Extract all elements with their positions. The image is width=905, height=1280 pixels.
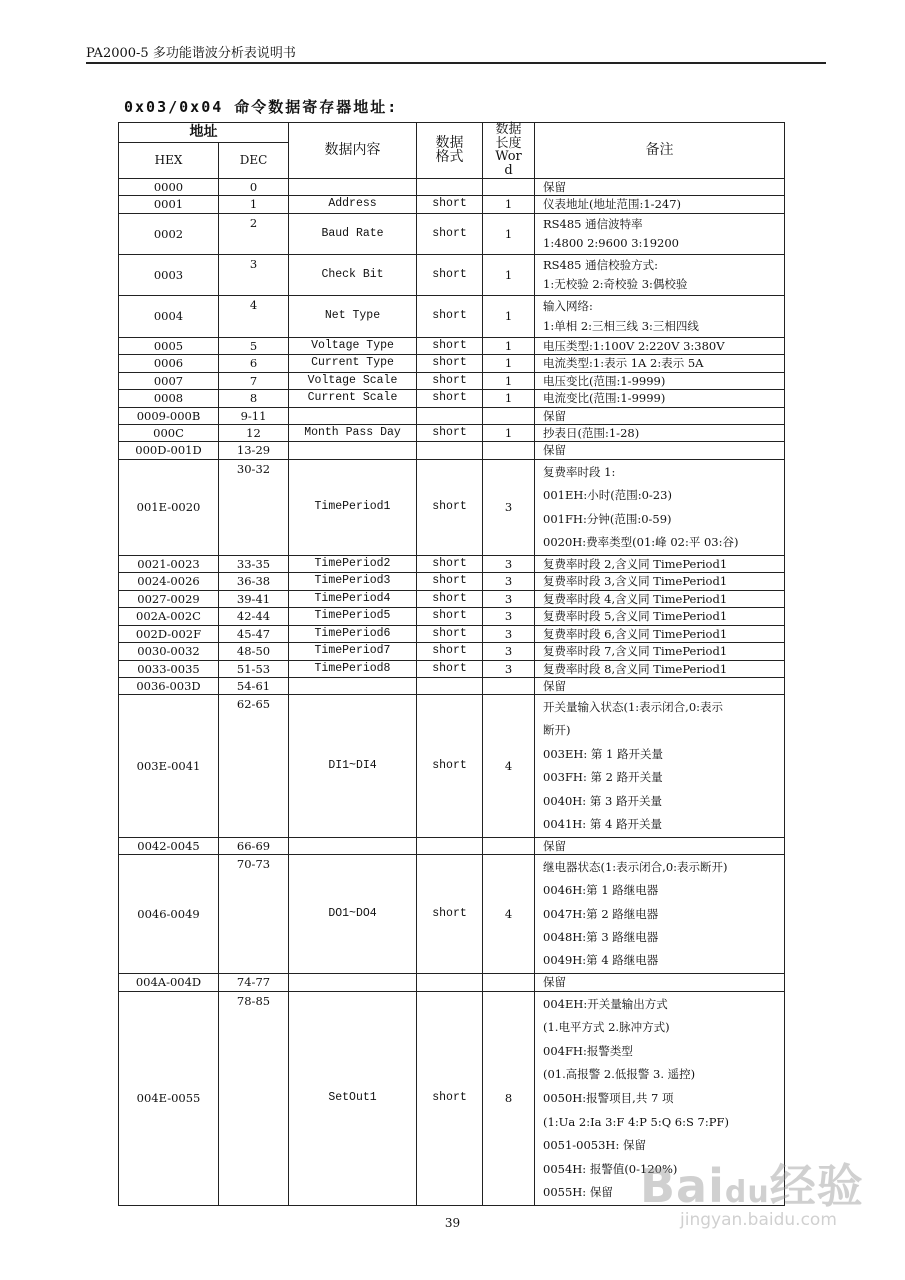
cell-notes bbox=[535, 854, 785, 973]
header-dec: DEC bbox=[219, 142, 289, 178]
table-row bbox=[119, 295, 785, 337]
note-line: 0041H: 第 4 路开关量 bbox=[543, 817, 662, 832]
cell-content: TimePeriod3 bbox=[289, 572, 417, 590]
table-row bbox=[119, 178, 785, 195]
cell-length: 1 bbox=[483, 424, 535, 441]
cell-hex: 004E-0055 bbox=[119, 991, 219, 1205]
table-row bbox=[119, 660, 785, 677]
cell-notes bbox=[535, 607, 785, 625]
table-row bbox=[119, 642, 785, 660]
cell-notes bbox=[535, 555, 785, 572]
note-line: 0048H:第 3 路继电器 bbox=[543, 929, 659, 944]
header-format-label: 数据格式 bbox=[435, 134, 464, 166]
note-line: 001FH:分钟(范围:0-59) bbox=[543, 511, 672, 526]
cell-content: SetOut1 bbox=[289, 991, 417, 1205]
cell-notes bbox=[535, 677, 785, 694]
note-line: 复费率时段 2,含义同 TimePeriod1 bbox=[543, 556, 728, 571]
cell-format: short bbox=[417, 389, 483, 407]
cell-content: TimePeriod1 bbox=[289, 459, 417, 555]
cell-notes bbox=[535, 254, 785, 295]
cell-length: 4 bbox=[483, 854, 535, 973]
cell-content: TimePeriod2 bbox=[289, 555, 417, 572]
note-line: 003FH: 第 2 路开关量 bbox=[543, 770, 663, 785]
note-line: 1:无校验 2:奇校验 3:偶校验 bbox=[543, 277, 688, 292]
cell-hex: 000C bbox=[119, 424, 219, 441]
cell-content bbox=[289, 441, 417, 459]
cell-dec: 3 bbox=[219, 254, 289, 295]
cell-content: Voltage Type bbox=[289, 337, 417, 354]
cell-content: TimePeriod4 bbox=[289, 590, 417, 607]
cell-content: Voltage Scale bbox=[289, 372, 417, 389]
cell-format: short bbox=[417, 642, 483, 660]
cell-length: 1 bbox=[483, 372, 535, 389]
table-row bbox=[119, 254, 785, 295]
cell-length: 3 bbox=[483, 590, 535, 607]
cell-notes bbox=[535, 694, 785, 837]
note-line: 抄表日(范围:1-28) bbox=[543, 425, 640, 440]
cell-length: 3 bbox=[483, 459, 535, 555]
note-line: 复费率时段 5,含义同 TimePeriod1 bbox=[543, 609, 728, 624]
note-line: 开关量输入状态(1:表示闭合,0:表示 bbox=[543, 699, 724, 714]
cell-format: short bbox=[417, 213, 483, 254]
cell-dec: 30-32 bbox=[219, 459, 289, 555]
cell-format: short bbox=[417, 337, 483, 354]
cell-hex: 0046-0049 bbox=[119, 854, 219, 973]
note-line: 0049H:第 4 路继电器 bbox=[543, 953, 659, 968]
table-body bbox=[119, 178, 785, 1205]
cell-content: Month Pass Day bbox=[289, 424, 417, 441]
cell-dec: 74-77 bbox=[219, 973, 289, 991]
cell-hex: 003E-0041 bbox=[119, 694, 219, 837]
cell-dec: 42-44 bbox=[219, 607, 289, 625]
note-line: 电压变比(范围:1-9999) bbox=[543, 373, 666, 388]
cell-length: 1 bbox=[483, 389, 535, 407]
cell-notes bbox=[535, 590, 785, 607]
cell-format: short bbox=[417, 254, 483, 295]
cell-length bbox=[483, 407, 535, 424]
cell-format: short bbox=[417, 590, 483, 607]
cell-format: short bbox=[417, 354, 483, 372]
cell-length: 3 bbox=[483, 642, 535, 660]
cell-dec: 0 bbox=[219, 178, 289, 195]
note-line: 003EH: 第 1 路开关量 bbox=[543, 746, 664, 761]
note-line: 保留 bbox=[543, 408, 566, 423]
cell-format: short bbox=[417, 424, 483, 441]
page-number: 39 bbox=[444, 1216, 461, 1230]
cell-length: 1 bbox=[483, 195, 535, 213]
cell-notes bbox=[535, 642, 785, 660]
cell-dec: 48-50 bbox=[219, 642, 289, 660]
cell-notes bbox=[535, 441, 785, 459]
cell-hex: 0042-0045 bbox=[119, 837, 219, 854]
cell-length: 1 bbox=[483, 337, 535, 354]
cell-hex: 0000 bbox=[119, 178, 219, 195]
table-row bbox=[119, 572, 785, 590]
cell-content: TimePeriod5 bbox=[289, 607, 417, 625]
note-line: 0050H:报警项目,共 7 项 bbox=[543, 1090, 674, 1105]
cell-length: 3 bbox=[483, 555, 535, 572]
note-line: 0047H:第 2 路继电器 bbox=[543, 906, 659, 921]
note-line: 004EH:开关量输出方式 bbox=[543, 996, 668, 1011]
table-row bbox=[119, 854, 785, 973]
cell-dec: 36-38 bbox=[219, 572, 289, 590]
cell-dec: 33-35 bbox=[219, 555, 289, 572]
note-line: 复费率时段 3,含义同 TimePeriod1 bbox=[543, 574, 728, 589]
note-line: 0046H:第 1 路继电器 bbox=[543, 883, 659, 898]
cell-hex: 0007 bbox=[119, 372, 219, 389]
cell-notes bbox=[535, 337, 785, 354]
header-format bbox=[417, 123, 483, 179]
header-length bbox=[483, 123, 535, 179]
cell-notes bbox=[535, 389, 785, 407]
cell-notes bbox=[535, 973, 785, 991]
cell-format bbox=[417, 837, 483, 854]
cell-format: short bbox=[417, 625, 483, 642]
cell-hex: 0002 bbox=[119, 213, 219, 254]
note-line: 0040H: 第 3 路开关量 bbox=[543, 793, 662, 808]
note-line: 电流变比(范围:1-9999) bbox=[543, 391, 666, 406]
cell-notes bbox=[535, 424, 785, 441]
note-line: (1:Ua 2:Ia 3:F 4:P 5:Q 6:S 7:PF) bbox=[543, 1114, 729, 1129]
note-line: (1.电平方式 2.脉冲方式) bbox=[543, 1020, 670, 1035]
header-address: 地址 bbox=[119, 123, 289, 143]
cell-notes bbox=[535, 625, 785, 642]
cell-dec: 45-47 bbox=[219, 625, 289, 642]
note-line: 0054H: 报警值(0-120%) bbox=[543, 1161, 678, 1176]
header-rule bbox=[86, 62, 826, 64]
table-row bbox=[119, 837, 785, 854]
note-line: 复费率时段 4,含义同 TimePeriod1 bbox=[543, 591, 728, 606]
cell-dec: 39-41 bbox=[219, 590, 289, 607]
table-row bbox=[119, 372, 785, 389]
cell-dec: 8 bbox=[219, 389, 289, 407]
cell-content: TimePeriod7 bbox=[289, 642, 417, 660]
cell-notes bbox=[535, 354, 785, 372]
cell-notes bbox=[535, 213, 785, 254]
note-line: 保留 bbox=[543, 678, 566, 693]
table-row bbox=[119, 694, 785, 837]
table-row bbox=[119, 625, 785, 642]
note-line: 1:单相 2:三相三线 3:三相四线 bbox=[543, 319, 699, 334]
cell-dec: 66-69 bbox=[219, 837, 289, 854]
cell-length bbox=[483, 677, 535, 694]
table-row bbox=[119, 424, 785, 441]
cell-hex: 002D-002F bbox=[119, 625, 219, 642]
note-line: 0051-0053H: 保留 bbox=[543, 1138, 646, 1153]
cell-notes bbox=[535, 572, 785, 590]
table-row bbox=[119, 195, 785, 213]
cell-dec: 54-61 bbox=[219, 677, 289, 694]
cell-dec: 12 bbox=[219, 424, 289, 441]
cell-format: short bbox=[417, 607, 483, 625]
cell-hex: 0036-003D bbox=[119, 677, 219, 694]
note-line: 保留 bbox=[543, 975, 566, 990]
cell-format bbox=[417, 178, 483, 195]
cell-dec: 7 bbox=[219, 372, 289, 389]
cell-hex: 0009-000B bbox=[119, 407, 219, 424]
cell-content: Net Type bbox=[289, 295, 417, 337]
cell-format: short bbox=[417, 660, 483, 677]
table-row bbox=[119, 555, 785, 572]
cell-hex: 002A-002C bbox=[119, 607, 219, 625]
cell-dec: 2 bbox=[219, 213, 289, 254]
cell-length: 3 bbox=[483, 660, 535, 677]
cell-hex: 0024-0026 bbox=[119, 572, 219, 590]
cell-dec: 13-29 bbox=[219, 441, 289, 459]
cell-dec: 51-53 bbox=[219, 660, 289, 677]
note-line: 0020H:费率类型(01:峰 02:平 03:谷) bbox=[543, 535, 739, 550]
document-header: PA2000-5 多功能谐波分析表说明书 bbox=[86, 46, 296, 61]
cell-format bbox=[417, 407, 483, 424]
cell-content bbox=[289, 973, 417, 991]
note-line: 仪表地址(地址范围:1-247) bbox=[543, 197, 681, 212]
header-hex: HEX bbox=[119, 142, 219, 178]
cell-length: 1 bbox=[483, 254, 535, 295]
baidu-watermark-logo: Baidu经验 jingyan.baidu.com bbox=[640, 1159, 864, 1230]
note-line: 继电器状态(1:表示闭合,0:表示断开) bbox=[543, 859, 728, 874]
cell-hex: 0008 bbox=[119, 389, 219, 407]
cell-content bbox=[289, 178, 417, 195]
table-row bbox=[119, 677, 785, 694]
cell-content: Baud Rate bbox=[289, 213, 417, 254]
cell-hex: 0021-0023 bbox=[119, 555, 219, 572]
cell-content: TimePeriod6 bbox=[289, 625, 417, 642]
register-table bbox=[118, 122, 785, 1206]
note-line: 保留 bbox=[543, 179, 566, 194]
cell-hex: 000D-001D bbox=[119, 441, 219, 459]
table-row bbox=[119, 337, 785, 354]
cell-length bbox=[483, 441, 535, 459]
note-line: 保留 bbox=[543, 838, 566, 853]
cell-hex: 0027-0029 bbox=[119, 590, 219, 607]
note-line: 1:4800 2:9600 3:19200 bbox=[543, 236, 680, 251]
cell-hex: 0003 bbox=[119, 254, 219, 295]
cell-length: 3 bbox=[483, 625, 535, 642]
table-row bbox=[119, 459, 785, 555]
header-content: 数据内容 bbox=[289, 123, 417, 179]
cell-notes bbox=[535, 407, 785, 424]
cell-notes bbox=[535, 178, 785, 195]
cell-dec: 70-73 bbox=[219, 854, 289, 973]
note-line: RS485 通信校验方式: bbox=[543, 257, 659, 272]
cell-dec: 6 bbox=[219, 354, 289, 372]
cell-notes bbox=[535, 295, 785, 337]
table-row bbox=[119, 590, 785, 607]
note-line: 电流类型:1:表示 1A 2:表示 5A bbox=[543, 356, 704, 371]
cell-length bbox=[483, 178, 535, 195]
cell-format: short bbox=[417, 372, 483, 389]
cell-format: short bbox=[417, 854, 483, 973]
cell-content: TimePeriod8 bbox=[289, 660, 417, 677]
header-notes: 备注 bbox=[535, 123, 785, 179]
cell-notes bbox=[535, 459, 785, 555]
cell-hex: 0033-0035 bbox=[119, 660, 219, 677]
note-line: 输入网络: bbox=[543, 299, 593, 314]
cell-format bbox=[417, 973, 483, 991]
note-line: 保留 bbox=[543, 443, 566, 458]
cell-notes bbox=[535, 372, 785, 389]
cell-format: short bbox=[417, 694, 483, 837]
cell-length: 3 bbox=[483, 607, 535, 625]
cell-content bbox=[289, 407, 417, 424]
cell-hex: 0006 bbox=[119, 354, 219, 372]
cell-content: Current Type bbox=[289, 354, 417, 372]
cell-format bbox=[417, 441, 483, 459]
cell-length bbox=[483, 973, 535, 991]
note-line: 004FH:报警类型 bbox=[543, 1043, 633, 1058]
table-row bbox=[119, 441, 785, 459]
table-row bbox=[119, 607, 785, 625]
cell-dec: 78-85 bbox=[219, 991, 289, 1205]
note-line: 复费率时段 1: bbox=[543, 464, 616, 479]
cell-notes bbox=[535, 660, 785, 677]
note-line: 复费率时段 7,含义同 TimePeriod1 bbox=[543, 644, 728, 659]
note-line: 断开) bbox=[543, 723, 571, 738]
cell-hex: 0030-0032 bbox=[119, 642, 219, 660]
cell-hex: 0004 bbox=[119, 295, 219, 337]
cell-content bbox=[289, 677, 417, 694]
cell-content: DI1~DI4 bbox=[289, 694, 417, 837]
cell-notes bbox=[535, 195, 785, 213]
cell-hex: 0005 bbox=[119, 337, 219, 354]
header-length-label: 数据长度Word bbox=[495, 122, 522, 178]
cell-format: short bbox=[417, 295, 483, 337]
table-row bbox=[119, 213, 785, 254]
cell-dec: 5 bbox=[219, 337, 289, 354]
cell-notes bbox=[535, 837, 785, 854]
cell-format: short bbox=[417, 195, 483, 213]
cell-dec: 4 bbox=[219, 295, 289, 337]
cell-length: 1 bbox=[483, 295, 535, 337]
cell-hex: 001E-0020 bbox=[119, 459, 219, 555]
cell-length: 3 bbox=[483, 572, 535, 590]
cell-format: short bbox=[417, 555, 483, 572]
note-line: 复费率时段 8,含义同 TimePeriod1 bbox=[543, 661, 728, 676]
cell-length: 4 bbox=[483, 694, 535, 837]
note-line: 0055H: 保留 bbox=[543, 1185, 613, 1200]
cell-format: short bbox=[417, 459, 483, 555]
cell-dec: 62-65 bbox=[219, 694, 289, 837]
cell-length: 8 bbox=[483, 991, 535, 1205]
table-row bbox=[119, 354, 785, 372]
cell-hex: 004A-004D bbox=[119, 973, 219, 991]
table-row bbox=[119, 389, 785, 407]
cell-format: short bbox=[417, 991, 483, 1205]
cell-content: Check Bit bbox=[289, 254, 417, 295]
note-line: 复费率时段 6,含义同 TimePeriod1 bbox=[543, 626, 728, 641]
table-row bbox=[119, 973, 785, 991]
cell-format bbox=[417, 677, 483, 694]
cell-format: short bbox=[417, 572, 483, 590]
section-title: 0x03/0x04 命令数据寄存器地址: bbox=[124, 98, 399, 116]
cell-hex: 0001 bbox=[119, 195, 219, 213]
note-line: 电压类型:1:100V 2:220V 3:380V bbox=[543, 338, 725, 353]
note-line: RS485 通信波特率 bbox=[543, 216, 643, 231]
cell-content: Address bbox=[289, 195, 417, 213]
cell-length: 1 bbox=[483, 354, 535, 372]
cell-length bbox=[483, 837, 535, 854]
cell-content: DO1~DO4 bbox=[289, 854, 417, 973]
cell-dec: 1 bbox=[219, 195, 289, 213]
cell-length: 1 bbox=[483, 213, 535, 254]
cell-dec: 9-11 bbox=[219, 407, 289, 424]
table-row bbox=[119, 407, 785, 424]
note-line: 001EH:小时(范围:0-23) bbox=[543, 488, 672, 503]
cell-content bbox=[289, 837, 417, 854]
cell-content: Current Scale bbox=[289, 389, 417, 407]
note-line: (01.高报警 2.低报警 3. 遥控) bbox=[543, 1067, 696, 1082]
